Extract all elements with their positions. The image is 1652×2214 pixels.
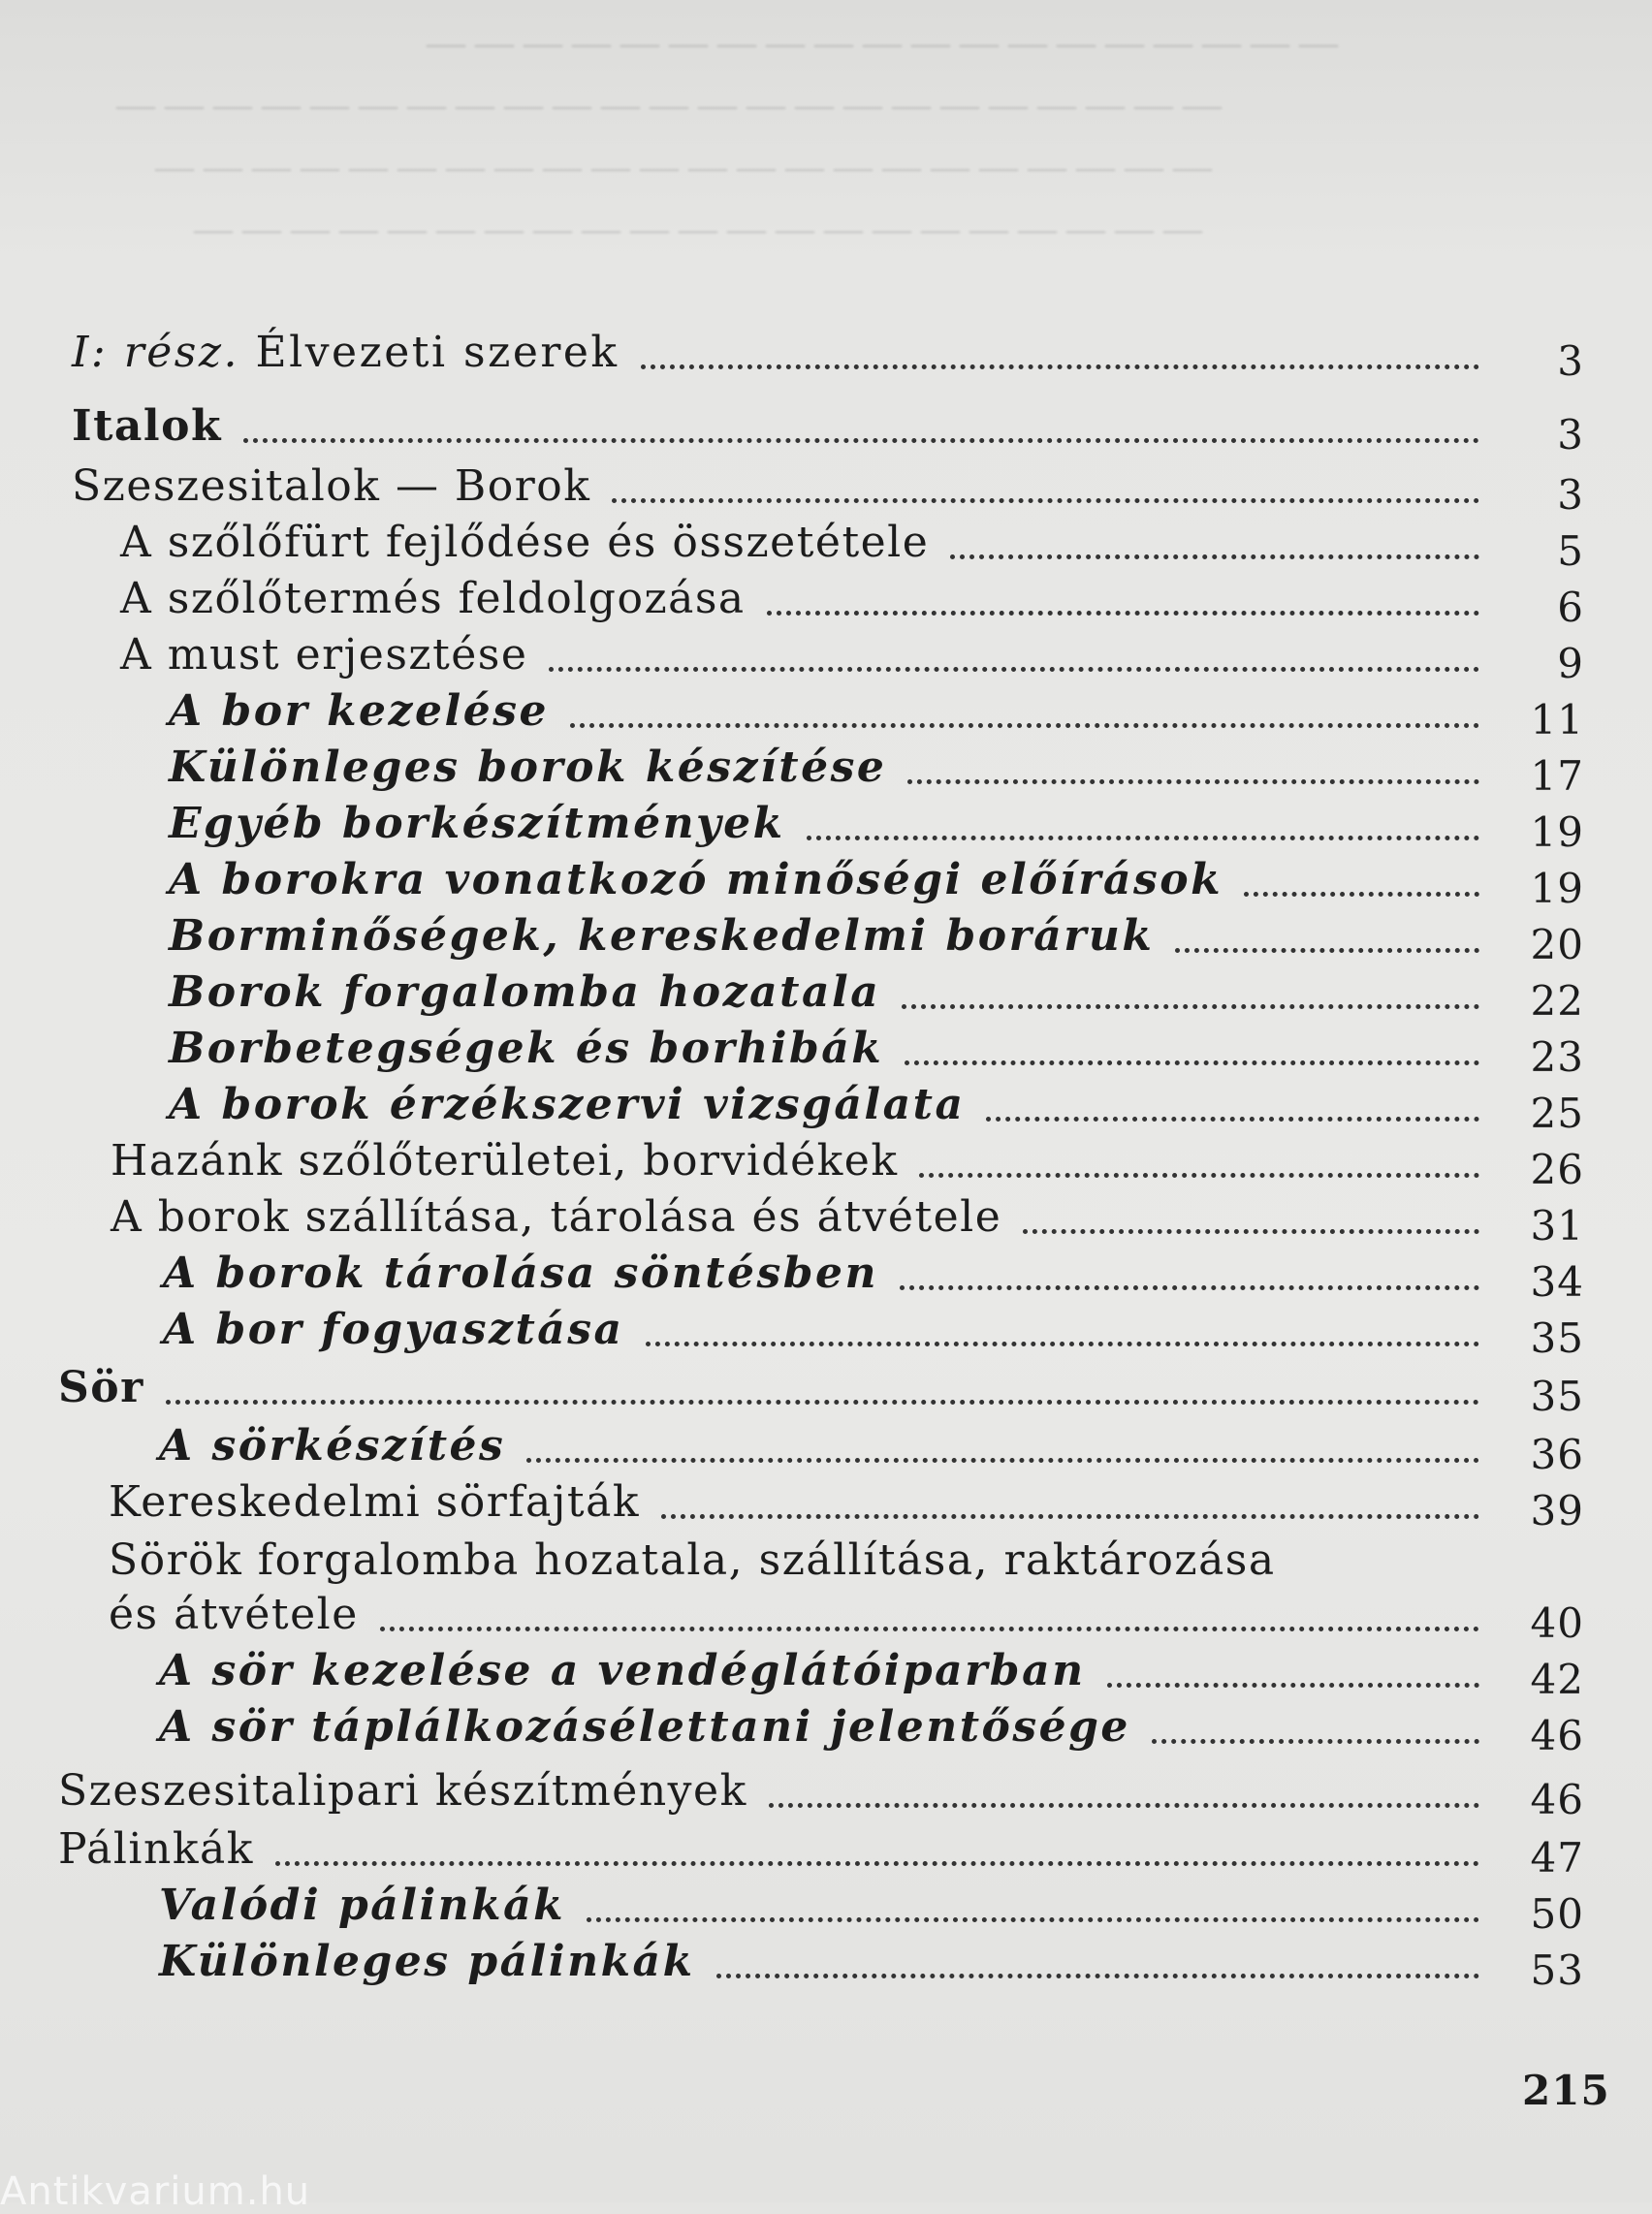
toc-page-number: 3	[1557, 411, 1584, 459]
toc-entry	[58, 1357, 1584, 1420]
toc-entry	[111, 1186, 1584, 1249]
leader-dots	[570, 723, 1479, 728]
toc-entry-title: és átvétele	[109, 1590, 359, 1639]
toc-page-number: 3	[1557, 337, 1584, 385]
leader-dots	[646, 1342, 1479, 1346]
toc-page-number: 3	[1557, 471, 1584, 519]
toc-entry	[120, 624, 1584, 687]
toc-entry-title: A sörkészítés	[159, 1421, 506, 1471]
leader-dots	[526, 1458, 1479, 1463]
leader-dots	[900, 1285, 1479, 1290]
toc-entry	[159, 1415, 1584, 1478]
toc-entry-title: Valódi pálinkák	[159, 1881, 566, 1930]
toc-entry	[72, 395, 1584, 459]
toc-page-number: 31	[1530, 1202, 1584, 1249]
toc-entry	[169, 1018, 1584, 1081]
toc-page-number: 22	[1530, 977, 1584, 1025]
toc-page-number: 36	[1530, 1431, 1584, 1478]
leader-dots	[716, 1974, 1479, 1978]
toc-entry	[159, 1875, 1584, 1938]
toc-entry-title: Különleges pálinkák	[159, 1937, 695, 1986]
toc-entry	[58, 1760, 1584, 1823]
toc-page-number: 17	[1530, 752, 1584, 800]
toc-page-number: 19	[1530, 865, 1584, 912]
toc-entry-title: Egyéb borkészítmények	[169, 799, 785, 848]
toc-entry	[120, 568, 1584, 631]
leader-dots	[1152, 1739, 1479, 1744]
toc-page-number: 20	[1530, 921, 1584, 968]
leader-dots	[807, 836, 1479, 840]
toc-page-number: 19	[1530, 808, 1584, 856]
toc-page-number: 39	[1530, 1487, 1584, 1534]
leader-dots	[641, 364, 1479, 369]
toc-entry-title: A borok tárolása söntésben	[163, 1249, 879, 1298]
toc-entry-title: Italok	[72, 401, 222, 451]
leader-dots	[1244, 892, 1479, 897]
toc-entry-title-line1: Sörök forgalomba hozatala, szállítása, raktározása	[109, 1535, 1276, 1585]
toc-entry-title: Hazánk szőlőterületei, borvidékek	[111, 1136, 899, 1186]
toc-entry-title: Különleges borok készítése	[169, 743, 887, 792]
toc-entry-title: I: rész. Élvezeti szerek	[72, 328, 620, 377]
leader-dots	[661, 1514, 1479, 1519]
toc-entry-title: A szőlőfürt fejlődése és összetétele	[120, 518, 930, 567]
toc-entry	[159, 1931, 1584, 1994]
bleed-through-decoration: — — — — — — — — — — — — — — — — — — — — — — — — — — — — — — — — — — — — — — — — — — — — — — — — — — — — — — — — — — — — — — — — — — — — — — — — — — — — — — — — — — — — —	[116, 20, 1338, 250]
toc-entry-title: Szeszesitalipari készítmények	[58, 1766, 747, 1816]
toc-entry	[120, 512, 1584, 575]
toc-entry-title: A bor kezelése	[169, 686, 550, 736]
site-watermark: Antikvarium.hu	[0, 2169, 311, 2214]
toc-entry	[169, 793, 1584, 856]
leader-dots	[587, 1917, 1479, 1922]
toc-entry-title: Borbetegségek és borhibák	[169, 1024, 884, 1073]
toc-entry	[72, 456, 1584, 519]
toc-entry	[109, 1471, 1584, 1534]
toc-entry-title: A borok érzékszervi vizsgálata	[169, 1080, 966, 1129]
toc-page-number: 46	[1530, 1776, 1584, 1823]
toc-page-number: 46	[1530, 1712, 1584, 1759]
toc-entry-title: A must erjesztése	[120, 630, 528, 680]
toc-entry-title: A sör táplálkozásélettani jelentősége	[159, 1702, 1130, 1752]
leader-dots	[950, 554, 1479, 559]
leader-dots	[1023, 1229, 1479, 1234]
toc-page-number: 47	[1530, 1834, 1584, 1882]
page-number: 215	[1522, 2067, 1610, 2114]
toc-entry-title: Borminőségek, kereskedelmi boráruk	[169, 911, 1155, 961]
toc-entry-title: Szeszesitalok — Borok	[72, 461, 591, 511]
leader-dots	[767, 611, 1479, 616]
toc-page-number: 34	[1530, 1258, 1584, 1306]
leader-dots	[986, 1117, 1479, 1122]
toc-page-number: 25	[1530, 1090, 1584, 1137]
toc-entry	[169, 962, 1584, 1025]
toc-entry	[111, 1130, 1584, 1193]
toc-entry	[169, 905, 1584, 968]
toc-entry	[159, 1640, 1584, 1703]
toc-page-number: 5	[1557, 527, 1584, 575]
leader-dots	[380, 1627, 1479, 1631]
toc-entry	[169, 680, 1584, 743]
toc-entry	[109, 1584, 1584, 1647]
leader-dots	[166, 1400, 1479, 1405]
toc-entry	[72, 322, 1584, 385]
toc-entry	[169, 1074, 1584, 1137]
leader-dots	[769, 1803, 1479, 1808]
toc-entry-title: Sör	[58, 1363, 144, 1412]
leader-dots	[612, 498, 1479, 503]
toc-page-number: 42	[1530, 1656, 1584, 1703]
toc-page-number: 9	[1557, 640, 1584, 687]
leader-dots	[907, 779, 1479, 784]
toc-entry	[163, 1243, 1584, 1306]
toc-page-number: 50	[1530, 1890, 1584, 1938]
toc-entry	[169, 849, 1584, 912]
toc-entry-title: A szőlőtermés feldolgozása	[120, 574, 746, 623]
toc-entry	[169, 737, 1584, 800]
toc-page-number: 35	[1530, 1314, 1584, 1362]
toc-entry-title: A sör kezelése a vendéglátóiparban	[159, 1646, 1086, 1695]
leader-dots	[1175, 948, 1479, 953]
toc-page-number: 11	[1530, 696, 1584, 743]
leader-dots	[275, 1861, 1479, 1866]
toc-entry-title: A borok szállítása, tárolása és átvétele	[111, 1192, 1002, 1242]
toc-entry	[159, 1696, 1584, 1759]
toc-entry	[58, 1819, 1584, 1882]
toc-entry-title: Pálinkák	[58, 1824, 254, 1874]
leader-dots	[902, 1004, 1479, 1009]
toc-page-number: 26	[1530, 1146, 1584, 1193]
toc-page-number: 53	[1530, 1946, 1584, 1994]
toc-page-number: 40	[1530, 1599, 1584, 1647]
toc-page-number: 23	[1530, 1033, 1584, 1081]
toc-entry-title: Kereskedelmi sörfajták	[109, 1477, 640, 1527]
leader-dots	[549, 667, 1479, 672]
leader-dots	[1107, 1683, 1479, 1688]
toc-entry-title: A bor fogyasztása	[163, 1305, 624, 1354]
toc-entry-title: Borok forgalomba hozatala	[169, 967, 881, 1017]
toc-page-number: 6	[1557, 584, 1584, 631]
toc-entry-title: A borokra vonatkozó minőségi előírások	[169, 855, 1223, 904]
leader-dots	[905, 1060, 1479, 1065]
toc-part-prefix: I: rész.	[72, 328, 240, 377]
toc-page-number: 35	[1530, 1373, 1584, 1420]
toc-entry	[163, 1299, 1584, 1362]
leader-dots	[243, 438, 1479, 443]
leader-dots	[919, 1173, 1479, 1178]
